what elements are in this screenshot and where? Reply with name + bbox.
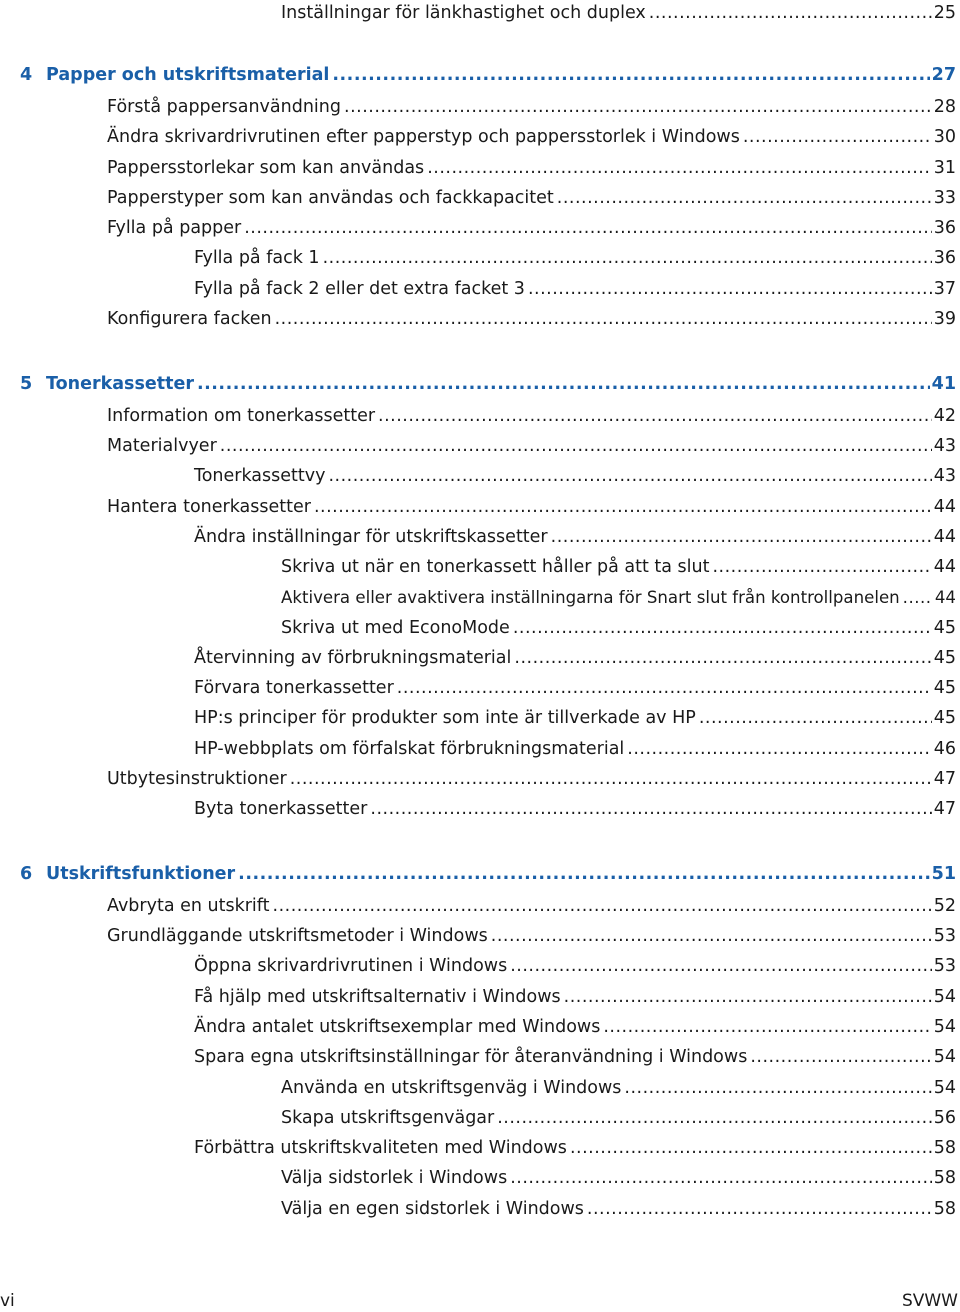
toc-entry[interactable]	[107, 494, 956, 520]
leader-dots	[510, 953, 931, 979]
chapter-title: Utskriftsfunktioner	[46, 864, 236, 884]
leader-dots	[344, 94, 932, 120]
toc-entry-page: 53	[933, 926, 956, 946]
toc-entry-label: Papperstyper som kan användas och fackkapacitet	[107, 188, 554, 208]
leader-dots	[497, 1105, 931, 1131]
leader-dots	[378, 403, 932, 429]
toc-entry-page: 45	[933, 678, 956, 698]
chapter-heading[interactable]	[20, 62, 956, 88]
leader-dots	[332, 62, 929, 88]
leader-dots	[427, 155, 932, 181]
toc-entry-page: 47	[933, 769, 956, 789]
toc-entry-label: Aktivera eller avaktivera inställningarna för Snart slut från kontrollpanelen	[281, 588, 900, 607]
leader-dots	[513, 615, 932, 641]
toc-entry-label: Ändra inställningar för utskriftskassetter	[194, 527, 548, 547]
chapter-page: 27	[931, 65, 956, 85]
toc-entry-page: 58	[933, 1199, 956, 1219]
toc-entry-label: Materialvyer	[107, 436, 217, 456]
toc-entry[interactable]	[281, 1196, 956, 1222]
toc-entry[interactable]	[107, 433, 956, 459]
toc-entry-page: 56	[933, 1108, 956, 1128]
toc-entry-page: 54	[933, 987, 956, 1007]
leader-dots	[491, 923, 932, 949]
toc-entry[interactable]	[194, 524, 956, 550]
toc-entry-label: Fylla på papper	[107, 218, 242, 238]
leader-dots	[328, 463, 931, 489]
toc-entry[interactable]	[107, 403, 956, 429]
toc-entry[interactable]	[194, 276, 956, 302]
toc-entry[interactable]	[194, 1044, 956, 1070]
chapter-number: 4	[20, 65, 33, 85]
toc-entry[interactable]	[194, 984, 956, 1010]
toc-entry-page: 25	[933, 3, 956, 23]
toc-entry-page: 45	[933, 618, 956, 638]
toc-entry-page: 44	[933, 527, 956, 547]
toc-entry-label: Återvinning av förbrukningsmaterial	[194, 648, 512, 668]
footer-page-number: vi	[0, 1291, 15, 1311]
leader-dots	[564, 984, 932, 1010]
toc-entry-label: Förstå pappersanvändning	[107, 97, 341, 117]
toc-entry-page: 31	[933, 158, 956, 178]
leader-dots	[273, 893, 932, 919]
toc-entry-page: 37	[933, 279, 956, 299]
leader-dots	[627, 736, 931, 762]
chapter-page: 41	[931, 374, 956, 394]
leader-dots	[528, 276, 932, 302]
leader-dots	[624, 1075, 931, 1101]
toc-entry-label: Välja en egen sidstorlek i Windows	[281, 1199, 584, 1219]
toc-entry[interactable]	[194, 796, 956, 822]
toc-entry-label: Ändra skrivardrivrutinen efter papperstyp och pappersstorlek i Windows	[107, 127, 740, 147]
toc-entry-label: Välja sidstorlek i Windows	[281, 1168, 508, 1188]
toc-entry-page: 28	[933, 97, 956, 117]
chapter-heading[interactable]	[20, 371, 956, 397]
toc-entry[interactable]	[107, 306, 956, 332]
leader-dots	[587, 1196, 932, 1222]
toc-entry[interactable]	[281, 1105, 956, 1131]
toc-entry-label: Information om tonerkassetter	[107, 406, 376, 426]
toc-entry-label: Skapa utskriftsgenvägar	[281, 1108, 495, 1128]
toc-entry-label: Förvara tonerkassetter	[194, 678, 394, 698]
toc-entry-label: Byta tonerkassetter	[194, 799, 368, 819]
toc-entry-page: 46	[933, 739, 956, 759]
toc-entry-page: 44	[933, 557, 956, 577]
toc-entry[interactable]	[194, 675, 956, 701]
toc-entry[interactable]	[107, 94, 956, 120]
toc-entry-label: Utbytesinstruktioner	[107, 769, 287, 789]
leader-dots	[314, 494, 932, 520]
toc-entry[interactable]	[107, 923, 956, 949]
toc-entry-label: Skriva ut med EconoMode	[281, 618, 510, 638]
leader-dots	[244, 215, 931, 241]
leader-dots	[323, 245, 932, 271]
leader-dots	[370, 796, 931, 822]
leader-dots	[397, 675, 932, 701]
toc-entry-label: Fylla på fack 1	[194, 248, 320, 268]
leader-dots	[712, 554, 931, 580]
chapter-heading[interactable]	[20, 861, 956, 887]
toc-entry[interactable]	[194, 245, 956, 271]
leader-dots	[238, 861, 929, 887]
toc-entry-page: 36	[933, 218, 956, 238]
leader-dots	[570, 1135, 932, 1161]
toc-entry[interactable]	[281, 585, 956, 611]
toc-entry[interactable]	[107, 766, 956, 792]
toc-entry-page: 43	[933, 436, 956, 456]
toc-entry[interactable]	[194, 736, 956, 762]
toc-entry-page: 52	[933, 896, 956, 916]
toc-entry-label: Inställningar för länkhastighet och duplex	[281, 3, 646, 23]
toc-entry-label: Skriva ut när en tonerkassett håller på att ta slut	[281, 557, 710, 577]
toc-entry-label: Fylla på fack 2 eller det extra facket 3	[194, 279, 525, 299]
toc-entry-label: Pappersstorlekar som kan användas	[107, 158, 425, 178]
leader-dots	[510, 1165, 932, 1191]
toc-entry-page: 54	[933, 1047, 956, 1067]
toc-entry-label: Ändra antalet utskriftsexemplar med Windows	[194, 1017, 601, 1037]
toc-entry[interactable]	[194, 463, 956, 489]
toc-entry-page: 53	[933, 956, 956, 976]
toc-entry-page: 43	[933, 466, 956, 486]
toc-entry-label: Tonerkassettvy	[194, 466, 326, 486]
leader-dots	[649, 0, 932, 26]
chapter-number: 5	[20, 374, 33, 394]
leader-dots	[290, 766, 932, 792]
chapter-number: 6	[20, 864, 33, 884]
leader-dots	[743, 124, 932, 150]
leader-dots	[903, 585, 933, 611]
toc-entry-page: 44	[934, 588, 956, 607]
toc-entry-page: 36	[933, 248, 956, 268]
toc-entry[interactable]	[281, 554, 956, 580]
toc-entry-label: Hantera tonerkassetter	[107, 497, 311, 517]
toc-entry-page: 33	[933, 188, 956, 208]
leader-dots	[603, 1014, 931, 1040]
leader-dots	[197, 371, 930, 397]
toc-entry-page: 44	[933, 497, 956, 517]
toc-entry-label: Spara egna utskriftsinställningar för återanvändning i Windows	[194, 1047, 748, 1067]
toc-entry[interactable]	[107, 155, 956, 181]
toc-entry-page: 45	[933, 708, 956, 728]
toc-entry[interactable]	[107, 185, 956, 211]
toc-entry-page: 45	[933, 648, 956, 668]
toc-entry[interactable]	[107, 124, 956, 150]
toc-entry-page: 58	[933, 1138, 956, 1158]
leader-dots	[275, 306, 932, 332]
toc-entry-label: Avbryta en utskrift	[107, 896, 270, 916]
toc-entry-label: HP-webbplats om förfalskat förbrukningsmaterial	[194, 739, 625, 759]
toc-entry[interactable]	[194, 1135, 956, 1161]
toc-entry-label: Få hjälp med utskriftsalternativ i Windows	[194, 987, 561, 1007]
toc-entry-label: Konfigurera facken	[107, 309, 272, 329]
toc-entry[interactable]	[281, 1075, 956, 1101]
toc-entry-page: 39	[933, 309, 956, 329]
toc-entry-label: Öppna skrivardrivrutinen i Windows	[194, 956, 508, 976]
toc-entry-page: 47	[933, 799, 956, 819]
toc-entry-label: Använda en utskriftsgenväg i Windows	[281, 1078, 622, 1098]
chapter-page: 51	[931, 864, 956, 884]
toc-entry[interactable]	[194, 953, 956, 979]
toc-entry-page: 30	[933, 127, 956, 147]
toc-entry[interactable]	[194, 705, 956, 731]
chapter-title: Tonerkassetter	[46, 374, 194, 394]
toc-entry[interactable]	[194, 645, 956, 671]
toc-entry[interactable]	[281, 1165, 956, 1191]
toc-entry-label: Grundläggande utskriftsmetoder i Windows	[107, 926, 488, 946]
toc-entry-page: 58	[933, 1168, 956, 1188]
chapter-title: Papper och utskriftsmaterial	[46, 65, 330, 85]
toc-entry[interactable]	[281, 0, 956, 26]
toc-entry[interactable]	[107, 215, 956, 241]
toc-entry-page: 54	[933, 1078, 956, 1098]
toc-entry[interactable]	[281, 615, 956, 641]
toc-entry-label: HP:s principer för produkter som inte är tillverkade av HP	[194, 708, 696, 728]
toc-entry-page: 42	[933, 406, 956, 426]
leader-dots	[557, 185, 932, 211]
leader-dots	[220, 433, 932, 459]
footer-doc-code: SVWW	[901, 1291, 958, 1311]
leader-dots	[551, 524, 932, 550]
toc-entry[interactable]	[194, 1014, 956, 1040]
leader-dots	[699, 705, 932, 731]
toc-entry[interactable]	[107, 893, 956, 919]
leader-dots	[750, 1044, 931, 1070]
toc-entry-label: Förbättra utskriftskvaliteten med Windows	[194, 1138, 567, 1158]
leader-dots	[514, 645, 931, 671]
toc-entry-page: 54	[933, 1017, 956, 1037]
